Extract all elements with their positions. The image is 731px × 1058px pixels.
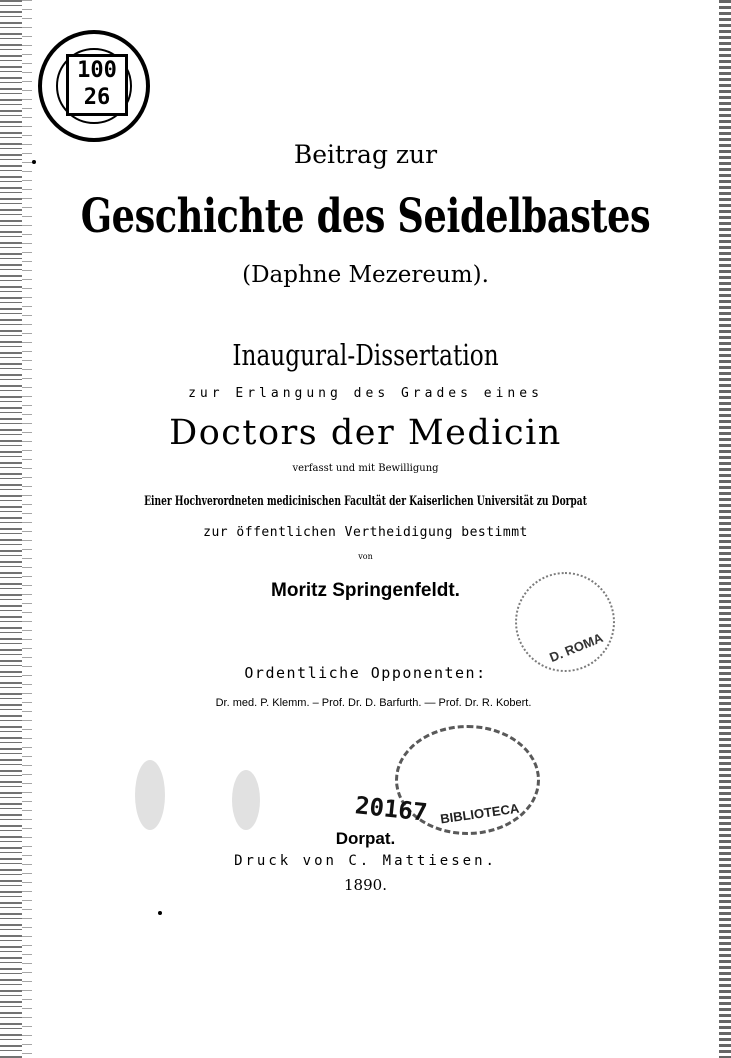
imprint-printer: Druck von C. Mattiesen. <box>234 853 497 869</box>
scan-smudge-left <box>135 760 165 830</box>
degree-line: zur Erlangung des Grades eines <box>188 386 543 401</box>
ink-dot <box>158 911 162 915</box>
imprint-city: Dorpat. <box>335 829 396 848</box>
faculty-line: Einer Hochverordneten medicinischen Facultät der Kaiserlichen Universität zu Dorpat <box>144 494 587 509</box>
main-title: Geschichte des Seidelbastes <box>80 189 651 244</box>
authorized-line: verfasst und mit Bewilligung <box>292 463 439 474</box>
degree-title: Doctors der Medicin <box>169 413 562 453</box>
library-stamp-number <box>66 54 128 116</box>
library-stamp-bottom-number: 20167 <box>353 791 429 827</box>
stamp-number-top: 100 <box>77 58 117 83</box>
latin-name: (Daphne Mezereum). <box>242 262 489 288</box>
scan-smudge-mid <box>232 770 260 830</box>
opponents-heading: Ordentliche Opponenten: <box>244 664 487 682</box>
von-line: von <box>358 552 373 561</box>
imprint-year: 1890. <box>344 876 387 894</box>
ink-dot <box>32 160 36 164</box>
library-stamp-bottom-text: BIBLIOTECA <box>439 800 521 827</box>
dissertation-label: Inaugural-Dissertation <box>232 338 499 372</box>
pretitle: Beitrag zur <box>293 140 438 169</box>
faint-stamp-right-text: D. ROMA <box>547 629 606 666</box>
defense-line: zur öffentlichen Vertheidigung bestimmt <box>203 525 528 540</box>
author-name: Moritz Springenfeldt. <box>271 580 460 601</box>
opponents-names: Dr. med. P. Klemm. – Prof. Dr. D. Barfurth. — Prof. Dr. R. Kobert. <box>215 697 532 709</box>
stamp-number-bottom: 26 <box>83 85 111 110</box>
